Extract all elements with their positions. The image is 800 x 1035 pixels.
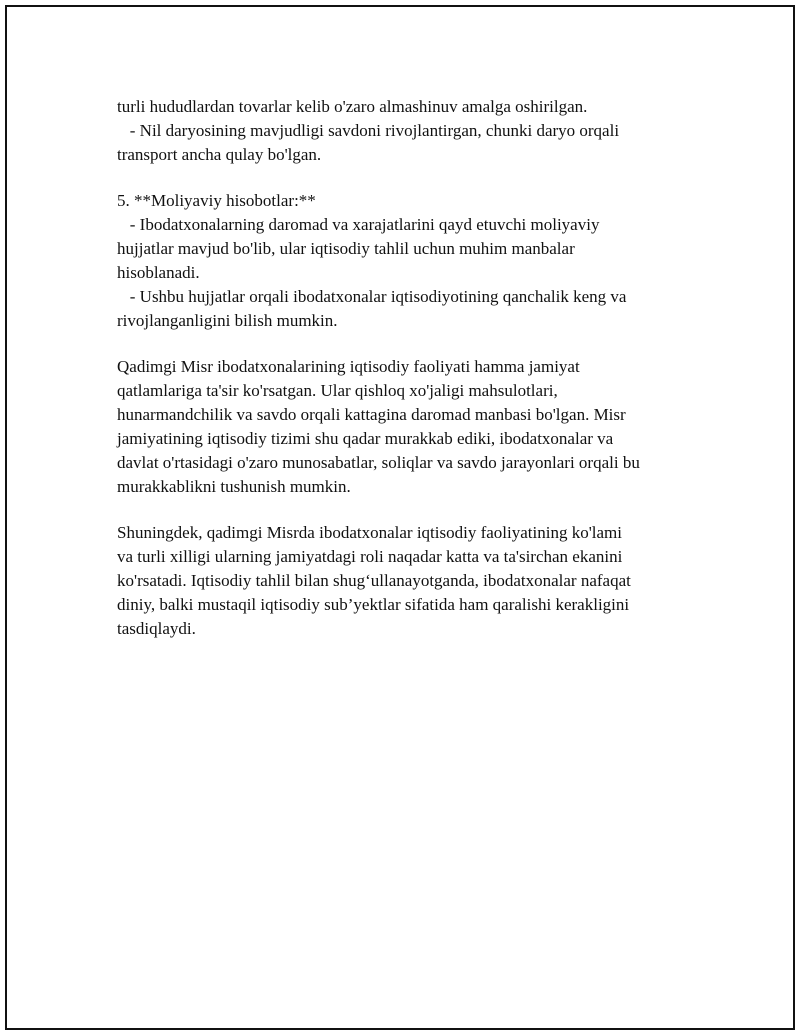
text-line: transport ancha qulay bo'lgan. [117, 145, 322, 164]
text-line: diniy, balki mustaqil iqtisodiy sub’yektlar sifatida ham qaralishi kerakligini [117, 595, 630, 614]
text-line: tasdiqlaydi. [117, 619, 196, 638]
text-line: Qadimgi Misr ibodatxonalarining iqtisodiy faoliyati hamma jamiyat [117, 357, 580, 376]
text-line: - Nil daryosining mavjudligi savdoni rivojlantirgan, chunki daryo orqali [117, 121, 620, 140]
paragraph-economic-activity [117, 355, 697, 499]
text-line: jamiyatining iqtisodiy tizimi shu qadar murakkab ediki, ibodatxonalar va [117, 429, 614, 448]
text-line: hisoblanadi. [117, 263, 200, 282]
text-line: qatlamlariga ta'sir ko'rsatgan. Ular qishloq xo'jaligi mahsulotlari, [117, 381, 558, 400]
text-line: hunarmandchilik va savdo orqali kattagina daromad manbasi bo'lgan. Misr [117, 405, 626, 424]
text-line: va turli xilligi ularning jamiyatdagi roli naqadar katta va ta'sirchan ekanini [117, 547, 623, 566]
document-page [5, 5, 795, 1030]
text-line: ko'rsatadi. Iqtisodiy tahlil bilan shug‘ullanayotganda, ibodatxonalar nafaqat [117, 571, 631, 590]
text-line: hujjatlar mavjud bo'lib, ular iqtisodiy tahlil uchun muhim manbalar [117, 239, 575, 258]
text-line: - Ushbu hujjatlar orqali ibodatxonalar iqtisodiyotining qanchalik keng va [117, 287, 627, 306]
section-financial-reports [117, 189, 697, 333]
paragraph-conclusion [117, 521, 697, 641]
text-line: davlat o'rtasidagi o'zaro munosabatlar, soliqlar va savdo jarayonlari orqali bu [117, 453, 640, 472]
text-line: turli hududlardan tovarlar kelib o'zaro almashinuv amalga oshirilgan. [117, 97, 588, 116]
section-heading: 5. **Moliyaviy hisobotlar:** [117, 191, 316, 210]
paragraph-trade-continued [117, 95, 697, 167]
text-line: rivojlanganligini bilish mumkin. [117, 311, 338, 330]
text-line: murakkablikni tushunish mumkin. [117, 477, 351, 496]
text-line: Shuningdek, qadimgi Misrda ibodatxonalar iqtisodiy faoliyatining ko'lami [117, 523, 622, 542]
document-body [117, 95, 697, 641]
text-line: - Ibodatxonalarning daromad va xarajatlarini qayd etuvchi moliyaviy [117, 215, 600, 234]
